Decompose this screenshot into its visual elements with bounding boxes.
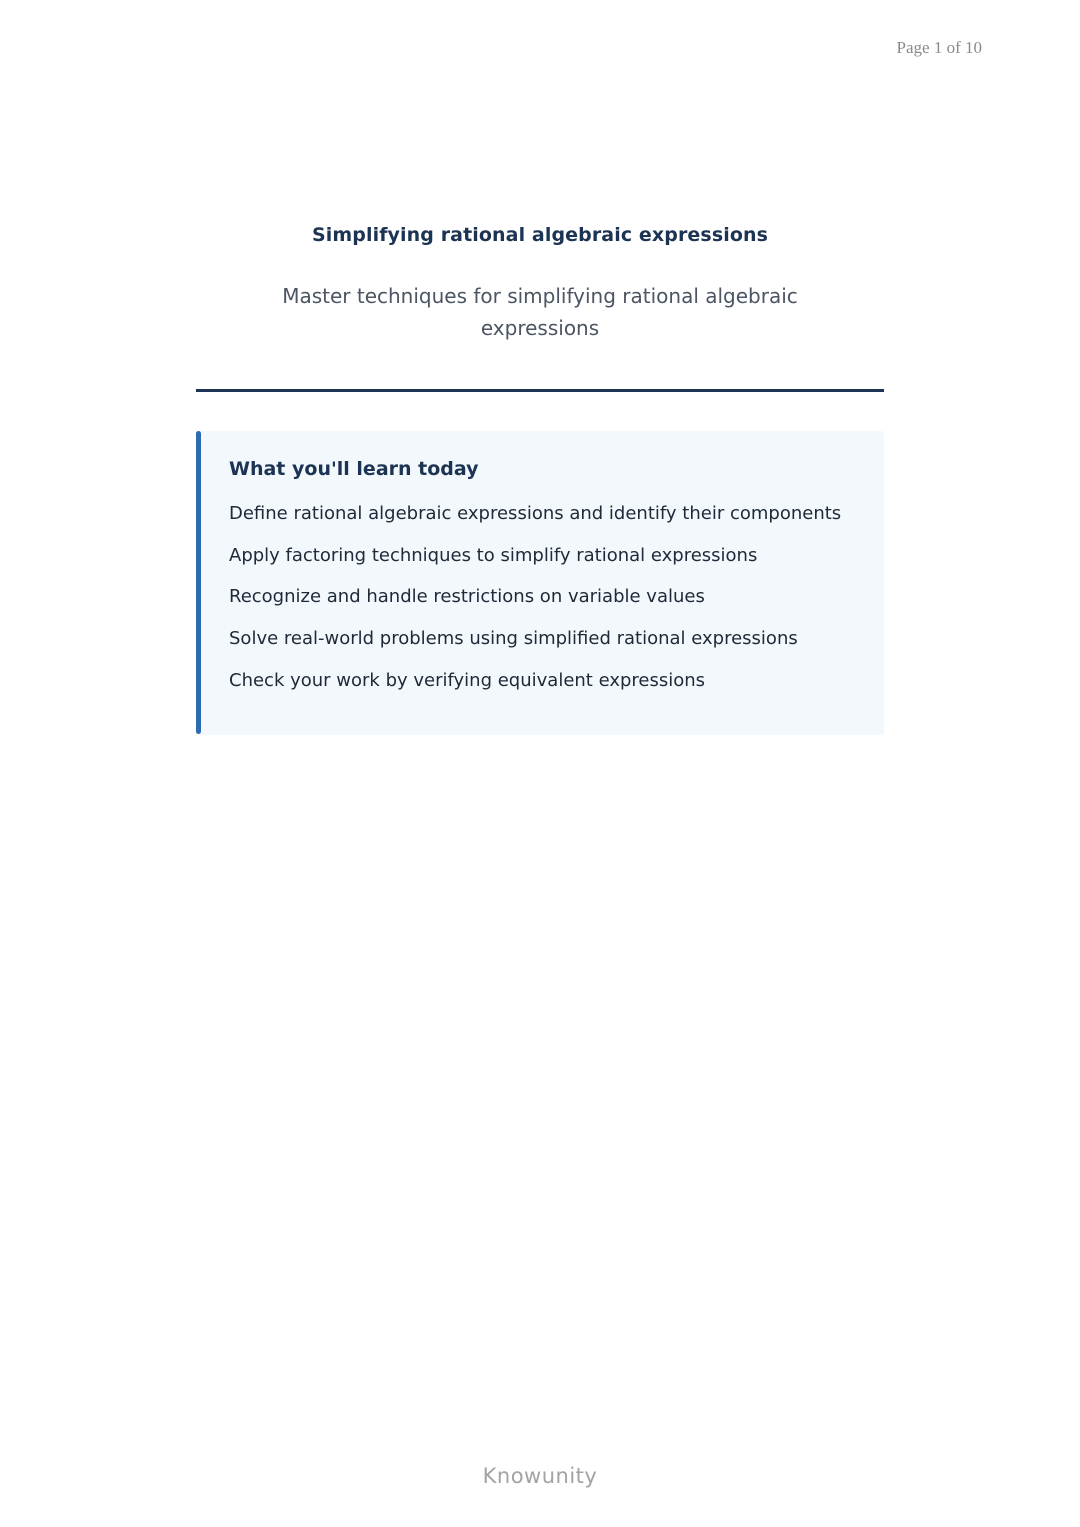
objectives-list <box>229 502 841 710</box>
objective-item: Define rational algebraic expressions and identify their components <box>229 503 842 524</box>
footer-brand: Knowunity <box>482 1464 598 1488</box>
objective-item: Check your work by verifying equivalent expressions <box>229 669 706 691</box>
lesson-subtitle: Master techniques for simplifying rational algebraic expressions <box>282 284 798 340</box>
objectives-accent-bar <box>196 431 201 734</box>
objective-item: Solve real-world problems using simplified rational expressions <box>229 628 798 650</box>
title-divider <box>196 389 884 392</box>
lesson-title: Simplifying rational algebraic expressions <box>311 224 769 246</box>
page-indicator: Page 1 of 10 <box>896 38 982 57</box>
objectives-heading: What you'll learn today <box>229 458 479 480</box>
objective-item: Apply factoring techniques to simplify rational expressions <box>229 544 758 566</box>
objective-item: Recognize and handle restrictions on variable values <box>229 586 705 608</box>
